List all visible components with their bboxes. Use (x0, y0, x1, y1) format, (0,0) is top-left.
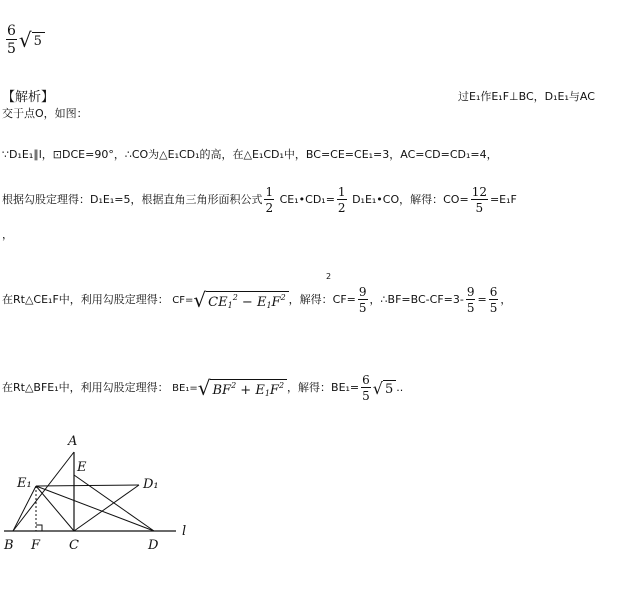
analysis-intro-right: 过E₁作E₁F⊥BC，D₁E₁与AC (458, 90, 595, 103)
answer-numerator: 6 (7, 23, 16, 39)
line2-comma: ， (2, 228, 13, 241)
analysis-intro-left: 交于点O，如图： (2, 107, 88, 120)
label-F: F (31, 538, 41, 553)
line2-mid-1: CE₁•CD₁= (279, 193, 335, 206)
label-A: A (68, 434, 78, 449)
line3-after: ，解得：CF= (288, 293, 356, 306)
answer-sqrt: √ 5 (19, 28, 45, 52)
answer-radicand: 5 (32, 32, 45, 49)
geometry-figure (0, 425, 210, 560)
label-E1: E₁ (17, 476, 32, 491)
line2-frac-1: $\frac{1}{2}$ (265, 185, 274, 215)
answer-fraction (6, 24, 17, 56)
proof-line-2 (2, 186, 517, 214)
line3-cf-label: CF= (172, 295, 194, 306)
line3-sqrt: √ $CE_1^2 - E_1F^2$ (193, 288, 288, 312)
line4-be-label: BE₁= (172, 383, 198, 394)
line2-frac-3: $\frac{12}{5}$ (471, 185, 487, 215)
line3-frac-3: $\frac{6}{5}$ (489, 285, 498, 315)
seg-E1-D (36, 486, 154, 531)
label-E: E (77, 460, 87, 475)
line4-sqrt: √ $BF^2 + E_1F^2$ (198, 376, 287, 400)
label-l: l (182, 524, 187, 539)
line3-end: ， (500, 293, 512, 306)
proof-line-1: ∵D₁E₁∥l，⊡DCE=90°，∴CO为△E₁CD₁的高，在△E₁CD₁中，BC=CE=CE₁=3，AC=CD=CD₁=4， (2, 148, 498, 161)
label-D: D (148, 538, 159, 553)
line4-result-sqrt: √ 5 (373, 379, 396, 398)
line3-therefore: ，∴BF=BC-CF=3- (369, 293, 464, 306)
answer-expression (4, 24, 45, 56)
analysis-header: 【解析】 (2, 90, 55, 105)
line2-frac-2: $\frac{1}{2}$ (337, 185, 346, 215)
proof-line-4 (2, 374, 403, 402)
line3-stray-mark: 2 (326, 272, 332, 281)
label-C: C (69, 538, 79, 553)
seg-E1-D1 (36, 485, 139, 486)
seg-D1-C (74, 485, 139, 531)
label-D1: D₁ (143, 477, 159, 492)
answer-denominator: 5 (7, 41, 16, 57)
line4-frac: $\frac{6}{5}$ (362, 373, 370, 403)
line3-frac-1: $\frac{9}{5}$ (358, 285, 367, 315)
proof-line-3 (2, 286, 511, 314)
line4-prefix: 在Rt△BFE₁中，利用勾股定理得： (2, 381, 169, 394)
line2-prefix: 根据勾股定理得：D₁E₁=5，根据直角三角形面积公式 (2, 193, 263, 206)
line2-mid-2: D₁E₁•CO，解得：CO= (352, 193, 469, 206)
line3-frac-2: $\frac{9}{5}$ (466, 285, 475, 315)
label-B: B (4, 538, 14, 553)
seg-B-E1 (13, 486, 36, 531)
line2-suffix: =E₁F (489, 193, 517, 206)
right-angle-mark (36, 525, 42, 531)
line3-prefix: 在Rt△CE₁F中，利用勾股定理得： (2, 293, 169, 306)
line3-eq: = (477, 293, 487, 306)
seg-B-A (13, 452, 74, 531)
line4-end: .. (396, 381, 404, 394)
line4-after: ，解得：BE₁= (287, 381, 360, 394)
